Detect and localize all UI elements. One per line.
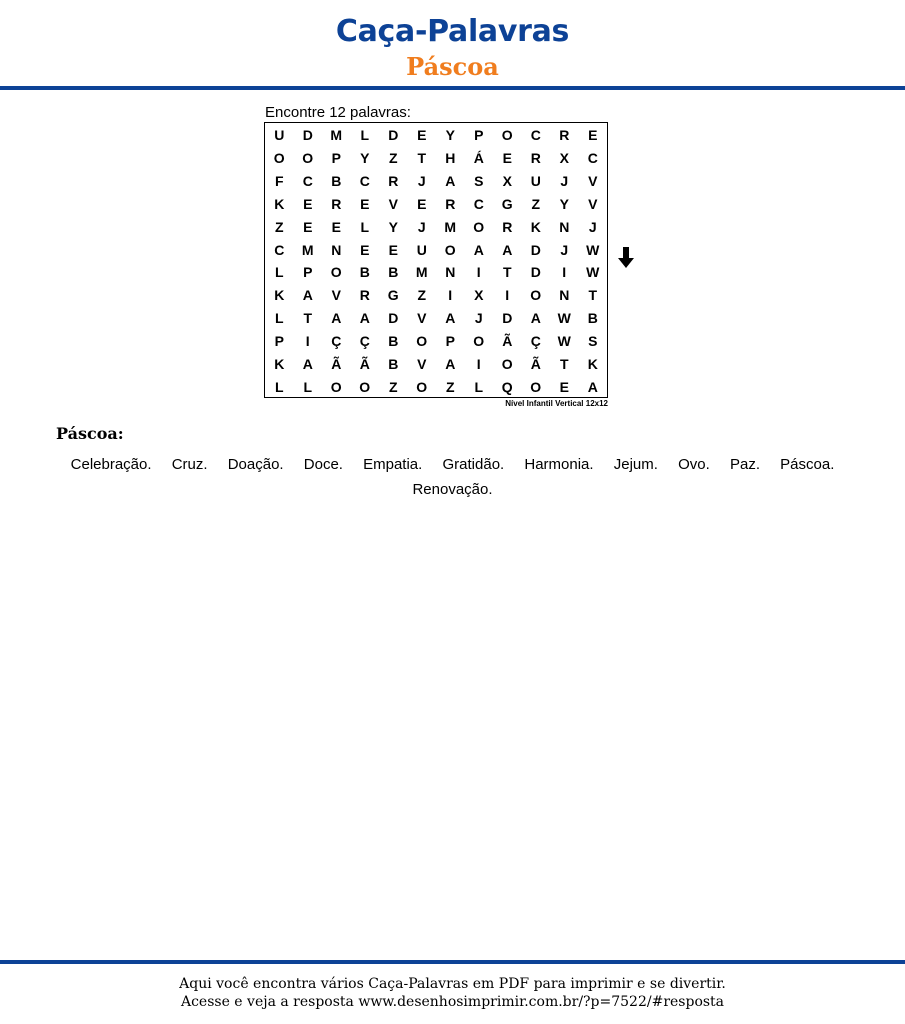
grid-cell: B — [388, 264, 399, 281]
grid-cell: B — [359, 264, 370, 281]
grid-cell: J — [560, 241, 569, 258]
grid-cell: L — [303, 378, 313, 395]
grid-cell: A — [445, 356, 456, 372]
grid-cell: Ç — [359, 333, 370, 350]
grid-cell: W — [586, 264, 600, 281]
grid-cell: K — [530, 218, 541, 235]
grid-cell: I — [505, 287, 510, 304]
down-arrow-icon — [617, 246, 635, 275]
grid-cell: O — [330, 264, 342, 281]
grid-cell: W — [586, 241, 600, 258]
grid-cell: S — [588, 333, 598, 350]
grid-row — [265, 239, 607, 262]
grid-cell: J — [417, 172, 426, 189]
grid-cell: C — [359, 172, 370, 189]
grid-cell: P — [303, 264, 313, 281]
grid-cell: A — [331, 310, 342, 327]
grid-cell: A — [302, 287, 313, 304]
grid-cell: C — [302, 172, 313, 189]
grid-cell: W — [557, 310, 571, 327]
grid-cell: A — [445, 310, 456, 327]
grid-cell: B — [388, 333, 399, 350]
grid-cell: Ã — [359, 356, 370, 372]
grid-cell: L — [360, 218, 370, 235]
grid-row — [265, 376, 607, 399]
grid-row — [265, 193, 607, 216]
word-list-item: Paz. — [729, 456, 760, 473]
grid-cell: P — [331, 149, 341, 166]
grid-cell: B — [388, 356, 399, 372]
grid-cell: D — [302, 127, 313, 143]
grid-cell: V — [417, 356, 427, 372]
grid-cell: D — [530, 241, 541, 258]
grid-cell: Q — [501, 378, 513, 395]
grid-cell: E — [331, 218, 341, 235]
grid-cell: Ã — [530, 356, 541, 372]
word-list-item: Gratidão. — [442, 456, 505, 473]
grid-cell: E — [588, 127, 598, 143]
grid-cell: R — [388, 172, 399, 189]
grid-cell: R — [331, 195, 342, 212]
grid-cell: D — [388, 127, 399, 143]
grid-cell: E — [417, 195, 427, 212]
grid-cell: A — [302, 356, 313, 372]
grid-cell: O — [330, 378, 342, 395]
grid-cell: D — [530, 264, 541, 281]
grid-cell: K — [587, 356, 598, 372]
grid-cell: E — [417, 127, 427, 143]
grid-cell: T — [303, 310, 313, 327]
grid-cell: Z — [417, 287, 427, 304]
grid-cell: X — [502, 172, 512, 189]
grid-cell: O — [530, 287, 542, 304]
grid-cell: S — [474, 172, 484, 189]
grid-cell: H — [445, 149, 456, 166]
word-list-item: Doce. — [303, 456, 343, 473]
grid-cell: E — [303, 195, 313, 212]
puzzle-instruction: Encontre 12 palavras: — [265, 104, 411, 121]
footer-divider — [0, 960, 905, 964]
word-list-item: Empatia. — [363, 456, 423, 473]
grid-cell: E — [303, 218, 313, 235]
grid-cell: A — [445, 172, 456, 189]
grid-cell: B — [331, 172, 342, 189]
header-divider — [0, 86, 905, 90]
grid-cell: C — [274, 241, 285, 258]
grid-cell: W — [557, 333, 571, 350]
grid-cell: E — [502, 149, 512, 166]
grid-cell: X — [559, 149, 569, 166]
word-list-item: Páscoa. — [780, 456, 835, 473]
grid-cell: T — [588, 287, 598, 304]
grid-cell: N — [331, 241, 342, 258]
grid-cell: J — [560, 172, 569, 189]
grid-cell: J — [417, 218, 426, 235]
grid-cell: G — [501, 195, 513, 212]
grid-cell: M — [301, 241, 314, 258]
grid-cell: Ã — [331, 356, 342, 372]
page-subtitle: Páscoa — [406, 52, 499, 81]
word-list-item: Renovação. — [412, 481, 493, 498]
word-list-item: Cruz. — [171, 456, 208, 473]
footer — [0, 975, 905, 1011]
grid-cell: I — [476, 264, 481, 281]
grid-cell: T — [417, 149, 427, 166]
grid-cell: O — [444, 241, 456, 258]
grid-cell: J — [474, 310, 483, 327]
grid-cell: T — [502, 264, 512, 281]
grid-cell: C — [587, 149, 598, 166]
grid-cell: O — [530, 378, 542, 395]
word-list-item: Doação. — [227, 456, 284, 473]
grid-cell: U — [274, 127, 285, 143]
grid-cell: E — [360, 241, 370, 258]
grid-cell: V — [331, 287, 341, 304]
page-title: Caça-Palavras — [335, 14, 570, 49]
grid-cell: Ã — [502, 333, 513, 350]
grid-cell: R — [559, 127, 570, 143]
grid-cell: K — [274, 195, 285, 212]
grid-cell: Z — [388, 378, 398, 395]
word-list — [40, 452, 865, 502]
grid-cell: A — [587, 378, 598, 395]
puzzle-level-label: Nível Infantil Vertical 12x12 — [505, 399, 608, 408]
grid-cell: B — [587, 310, 598, 327]
footer-line-1: Aqui você encontra vários Caça-Palavras em PDF para imprimir e se divertir. — [179, 976, 726, 992]
grid-cell: U — [416, 241, 427, 258]
grid-cell: I — [448, 287, 453, 304]
grid-cell: R — [359, 287, 370, 304]
grid-cell: O — [473, 218, 485, 235]
grid-row — [265, 330, 607, 353]
grid-cell: Z — [274, 218, 284, 235]
grid-cell: O — [473, 333, 485, 350]
grid-cell: A — [473, 241, 484, 258]
grid-cell: C — [473, 195, 484, 212]
grid-cell: L — [360, 127, 370, 143]
grid-cell: N — [559, 218, 570, 235]
grid-cell: N — [559, 287, 570, 304]
grid-row — [265, 124, 607, 147]
grid-cell: O — [273, 149, 285, 166]
grid-row — [265, 284, 607, 307]
grid-cell: A — [530, 310, 541, 327]
grid-cell: Y — [559, 195, 569, 212]
grid-cell: M — [415, 264, 428, 281]
grid-cell: E — [388, 241, 398, 258]
grid-cell: O — [302, 149, 314, 166]
grid-row — [265, 216, 607, 239]
grid-cell: O — [501, 127, 513, 143]
grid-cell: J — [588, 218, 597, 235]
grid-cell: P — [274, 333, 284, 350]
grid-row — [265, 261, 607, 284]
grid-cell: O — [416, 378, 428, 395]
word-list-item: Ovo. — [678, 456, 710, 473]
grid-cell: N — [445, 264, 456, 281]
grid-row — [265, 147, 607, 170]
grid-cell: Z — [531, 195, 541, 212]
grid-cell: I — [562, 264, 567, 281]
grid-cell: R — [530, 149, 541, 166]
word-list-item: Celebração. — [70, 456, 152, 473]
grid-row — [265, 170, 607, 193]
grid-cell: I — [476, 356, 481, 372]
grid-cell: Ç — [331, 333, 342, 350]
grid-cell: V — [388, 195, 398, 212]
grid-cell: P — [474, 127, 484, 143]
grid-cell: Á — [473, 149, 484, 166]
grid-cell: I — [305, 333, 310, 350]
word-search-grid — [264, 122, 608, 398]
grid-cell: K — [274, 356, 285, 372]
grid-cell: R — [502, 218, 513, 235]
grid-cell: R — [445, 195, 456, 212]
grid-row — [265, 307, 607, 330]
grid-cell: Z — [388, 149, 398, 166]
grid-cell: O — [501, 356, 513, 372]
grid-cell: D — [388, 310, 399, 327]
grid-cell: E — [559, 378, 569, 395]
grid-cell: C — [530, 127, 541, 143]
grid-cell: M — [330, 127, 343, 143]
grid-cell: P — [445, 333, 455, 350]
grid-cell: L — [274, 378, 284, 395]
grid-cell: Y — [445, 127, 455, 143]
grid-cell: L — [274, 310, 284, 327]
grid-cell: V — [588, 172, 598, 189]
grid-cell: A — [359, 310, 370, 327]
grid-cell: Y — [360, 149, 370, 166]
grid-cell: T — [559, 356, 569, 372]
grid-cell: U — [530, 172, 541, 189]
grid-cell: D — [502, 310, 513, 327]
grid-cell: V — [417, 310, 427, 327]
grid-cell: Z — [445, 378, 455, 395]
grid-cell: K — [274, 287, 285, 304]
grid-cell: X — [474, 287, 484, 304]
grid-cell: A — [502, 241, 513, 258]
word-list-item: Harmonia. — [524, 456, 594, 473]
grid-cell: Ç — [530, 333, 541, 350]
grid-cell: V — [588, 195, 598, 212]
grid-cell: G — [387, 287, 399, 304]
grid-cell: L — [474, 378, 484, 395]
grid-cell: L — [274, 264, 284, 281]
grid-cell: O — [416, 333, 428, 350]
grid-cell: F — [274, 172, 284, 189]
grid-cell: Y — [388, 218, 398, 235]
footer-line-2: Acesse e veja a resposta www.desenhosimprimir.com.br/?p=7522/#resposta — [180, 994, 725, 1010]
grid-cell: M — [444, 218, 457, 235]
grid-row — [265, 353, 607, 376]
grid-cell: E — [360, 195, 370, 212]
grid-cell: O — [359, 378, 371, 395]
word-list-title: Páscoa: — [56, 424, 124, 443]
word-list-item: Jejum. — [613, 456, 658, 473]
